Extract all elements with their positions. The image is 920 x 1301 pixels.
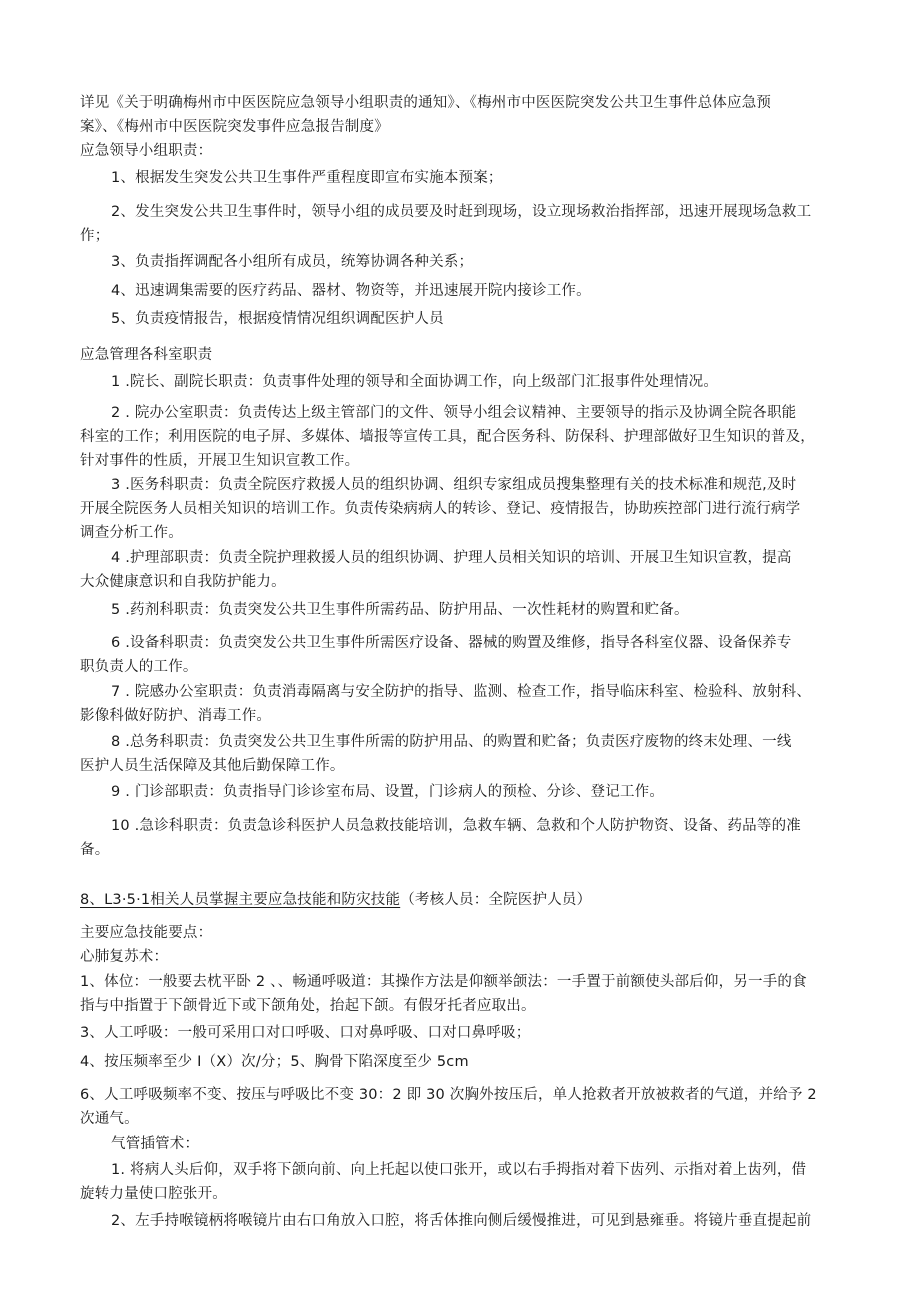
skills-heading-note: （考核人员：全院医护人员） [400,892,592,908]
dept-item-6: 6 .设备科职责：负责突发公共卫生事件所需医疗设备、器械的购置及维修，指导各科室仪器、设备保养专 [111,635,792,651]
section-heading-leadership: 应急领导小组职责： [80,143,213,159]
skills-heading-underlined: 8、L3·5·1相关人员掌握主要应急技能和防灾技能 [80,892,401,908]
leadership-item-1: 1、根据发生突发公共卫生事件严重程度即宣布实施本预案； [111,170,503,186]
dept-item-10: 10 .急诊科职责：负责急诊科医护人员急救技能培训，急救车辆、急救和个人防护物资、设备、药品等的准 [111,818,801,834]
dept-item-6-cont: 职负责人的工作。 [80,659,198,675]
cpr-item-3: 3、人工呼吸：一般可采用口对口呼吸、口对鼻呼吸、口对口鼻呼吸； [80,1025,531,1041]
cpr-item-4-5: 4、按压频率至少 I（X）次/分；5、胸骨下陷深度至少 5cm [80,1054,469,1070]
dept-item-2: 2 . 院办公室职责：负责传达上级主管部门的文件、领导小组会议精神、主要领导的指示及协调全院各职能 [111,405,797,421]
leadership-item-2: 2、发生突发公共卫生事件时，领导小组的成员要及时赶到现场，设立现场救治指挥部，迅速开展现场急救工 [111,204,812,220]
dept-item-10-cont: 备。 [80,842,110,858]
dept-item-3: 3 .医务科职责：负责全院医疗救援人员的组织协调、组织专家组成员搜集整理有关的技术标准和规范,及时 [111,477,797,493]
dept-item-8: 8 .总务科职责：负责突发公共卫生事件所需的防护用品、的购置和贮备；负责医疗废物的终末处理、一线 [111,734,792,750]
intubation-item-2: 2、左手持喉镜柄将喉镜片由右口角放入口腔，将舌体推向侧后缓慢推进，可见到悬雍垂。将镜片垂直提起前 [111,1213,812,1229]
leadership-item-2-cont: 作； [80,228,110,244]
dept-item-3-cont-1: 开展全院医务人员相关知识的培训工作。负责传染病病人的转诊、登记、疫情报告，协助疾控部门进行流行病学 [80,501,801,517]
dept-item-4: 4 .护理部职责：负责全院护理救援人员的组织协调、护理人员相关知识的培训、开展卫生知识宣教，提高 [111,550,792,566]
cpr-item-6: 6、人工呼吸频率不变、按压与呼吸比不变 30：2 即 30 次胸外按压后，单人抢救者开放被救者的气道，并给予 2 [80,1087,817,1103]
cpr-heading: 心肺复苏术： [80,949,169,965]
intro-line-2: 案》、《梅州市中医医院突发事件应急报告制度》 [80,119,389,135]
skills-subheading: 主要应急技能要点： [80,925,213,941]
intubation-item-1: 1. 将病人头后仰，双手将下颌向前、向上托起以使口张开，或以右手拇指对着下齿列、示指对着上齿列，借 [111,1162,807,1178]
cpr-item-1: 1、体位：一般要去枕平卧 2 、、畅通呼吸道：其操作方法是仰额举颌法：一手置于前额使头部后仰，另一手的食 [80,974,807,990]
intro-line-1: 详见《关于明确梅州市中医医院应急领导小组职责的通知》、《梅州市中医医院突发公共卫生事件总体应急预 [80,95,772,111]
dept-item-5: 5 .药剂科职责：负责突发公共卫生事件所需药品、防护用品、一次性耗材的购置和贮备。 [111,602,689,618]
intubation-item-1-cont: 旋转力量使口腔张开。 [80,1186,227,1202]
section-heading-skills [80,889,591,911]
dept-item-1: 1 .院长、副院长职责：负责事件处理的领导和全面协调工作，向上级部门汇报事件处理情况。 [111,374,719,390]
intubation-heading: 气管插管术： [111,1136,200,1152]
dept-item-2-cont-1: 科室的工作；利用医院的电子屏、多媒体、墙报等宣传工具，配合医务科、防保科、护理部做好卫生知识的普及， [80,429,815,445]
leadership-item-4: 4、迅速调集需要的医疗药品、器材、物资等，并迅速展开院内接诊工作。 [111,283,591,299]
dept-item-9: 9 . 门诊部职责：负责指导门诊诊室布局、设置，门诊病人的预检、分诊、登记工作。 [111,784,665,800]
leadership-item-3: 3、负责指挥调配各小组所有成员，统筹协调各种关系； [111,254,474,270]
cpr-item-1-cont: 指与中指置于下颌骨近下或下颌角处，抬起下颌。有假牙托者应取出。 [80,998,536,1014]
dept-item-8-cont: 医护人员生活保障及其他后勤保障工作。 [80,758,345,774]
cpr-item-6-cont: 次通气。 [80,1111,139,1127]
dept-item-7: 7 . 院感办公室职责：负责消毒隔离与安全防护的指导、监测、检查工作，指导临床科室、检验科、放射科、 [111,684,812,700]
dept-item-4-cont: 大众健康意识和自我防护能力。 [80,574,286,590]
leadership-item-5: 5、负责疫情报告，根据疫情情况组织调配医护人员 [111,311,444,327]
dept-item-7-cont: 影像科做好防护、消毒工作。 [80,708,272,724]
dept-item-2-cont-2: 针对事件的性质，开展卫生知识宣教工作。 [80,453,360,469]
section-heading-departments: 应急管理各科室职责 [80,347,213,363]
dept-item-3-cont-2: 调查分析工作。 [80,525,183,541]
